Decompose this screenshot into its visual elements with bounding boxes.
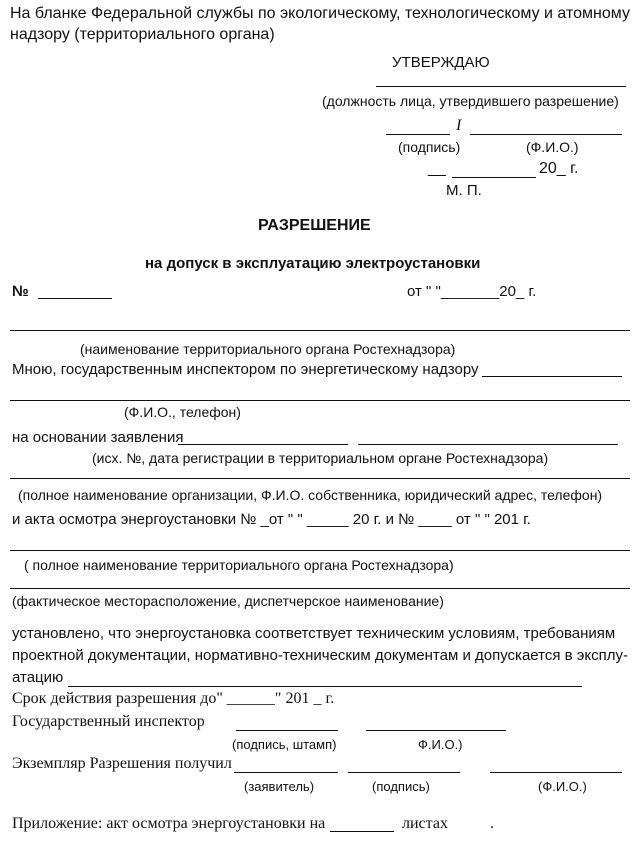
applicant-line (234, 772, 338, 773)
copy-received-label: Экземпляр Разрешения получил (12, 755, 232, 772)
statement-line-2: проектной документации, нормативно-техническим документам и допускается в эксплу- (12, 647, 629, 664)
fio-caption: (Ф.И.О.) (526, 139, 579, 155)
final-dot: . (490, 815, 494, 832)
seal-label: М. П. (446, 182, 482, 199)
inspector-fio-caption: Ф.И.О.) (418, 737, 463, 752)
basis-line: на основании заявления (12, 429, 184, 446)
full-territorial-line (10, 550, 630, 551)
territorial-caption: (наименование территориального органа Ростехнадзора) (80, 341, 456, 357)
date-line (452, 177, 536, 178)
number-sign: № (12, 283, 29, 300)
permit-date: от " "_______20_ г. (407, 283, 537, 300)
statement-line-3: атацию (12, 669, 64, 686)
statement-line-1: установлено, что энергоустановка соответствует техническим условиям, требованиям (12, 625, 616, 642)
applicant-caption: (заявитель) (244, 779, 315, 794)
document-title: РАЗРЕШЕНИЕ (258, 217, 371, 234)
attachment-label: Приложение: акт осмотра энергоустановки на (12, 815, 326, 832)
full-territorial-caption: ( полное наименование территориального органа Ростехнадзора) (24, 557, 454, 573)
state-inspector-label: Государственный инспектор (12, 713, 205, 730)
inspector-sign-line (236, 730, 338, 731)
applicant-fio-line (490, 772, 622, 773)
approve-label: УТВЕРЖДАЮ (392, 54, 490, 71)
position-line (376, 86, 626, 87)
inspector-line: Мною, государственным инспектором по энергетическому надзору (12, 361, 479, 378)
organization-caption: (полное наименование организации, Ф.И.О. собственника, юридический адрес, телефон) (18, 487, 603, 503)
header-line-2: надзору (территориального органа) (10, 26, 275, 43)
approval-year: 20_ г. (539, 160, 579, 177)
location-caption: (фактическое месторасположение, диспетчерское наименование) (12, 593, 444, 609)
statement-fill-line (68, 686, 582, 687)
header-line-1: На бланке Федеральной службы по экологическому, технологическому и атомному (10, 5, 630, 22)
document-subtitle: на допуск в эксплуатацию электроустановки (145, 255, 481, 272)
signature-caption: (подпись) (398, 139, 461, 155)
organization-line (10, 478, 630, 479)
application-caption: (исх. №, дата регистрации в территориальном органе Ростехнадзора) (92, 450, 549, 466)
inspector-fio-line (10, 400, 630, 401)
applicant-signature-caption: (подпись) (372, 779, 430, 794)
inspector-fill-line (482, 376, 622, 377)
fio-phone-caption: (Ф.И.О., телефон) (124, 404, 241, 420)
territorial-line (10, 330, 630, 331)
signature-line (386, 134, 450, 135)
location-line (10, 588, 630, 589)
act-line: и акта осмотра энергоустановки № _от " " _____ 20 г. и № ____ от " " 201 г. (12, 511, 531, 528)
inspector-fio-fill-line (366, 730, 506, 731)
attachment-sheets-line (330, 831, 394, 832)
sheets-label: листах (402, 815, 448, 832)
applicant-fio-caption: (Ф.И.О.) (538, 779, 587, 794)
sign-stamp-caption: (подпись, штамп) (232, 737, 337, 752)
validity-line: Срок действия разрешения до" ______" 201 _ г. (12, 690, 335, 707)
slash-separator: I (456, 117, 462, 134)
application-line-2 (358, 444, 618, 445)
date-dash: __ (428, 160, 446, 177)
applicant-signature-line (348, 772, 460, 773)
number-line (38, 298, 112, 299)
application-line-1 (178, 444, 348, 445)
position-caption: (должность лица, утвердившего разрешение) (322, 93, 619, 109)
fio-line (470, 134, 622, 135)
